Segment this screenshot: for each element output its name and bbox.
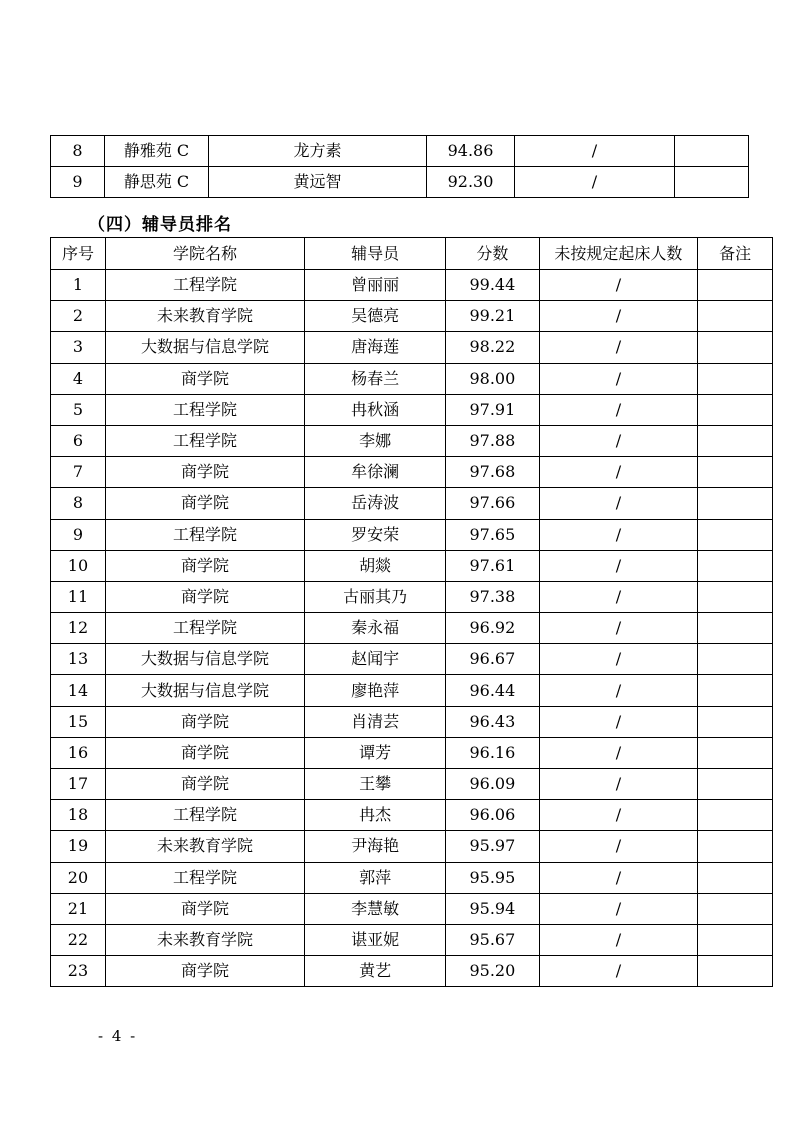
counselor-name: 李慧敏 xyxy=(305,893,446,924)
header-college: 学院名称 xyxy=(105,238,304,270)
score: 92.30 xyxy=(427,167,515,198)
table-row xyxy=(51,924,773,955)
counselor-ranking-table xyxy=(50,237,773,987)
college-name: 大数据与信息学院 xyxy=(105,332,304,363)
table-header-row xyxy=(51,238,773,270)
note xyxy=(698,706,773,737)
late-count: / xyxy=(539,550,698,581)
late-count: / xyxy=(539,831,698,862)
late-count: / xyxy=(539,394,698,425)
table-row xyxy=(51,956,773,987)
table-row xyxy=(51,425,773,456)
late-count: / xyxy=(539,270,698,301)
row-number: 6 xyxy=(51,425,106,456)
table-row xyxy=(51,270,773,301)
counselor-name: 秦永福 xyxy=(305,613,446,644)
late-count: / xyxy=(539,425,698,456)
college-name: 工程学院 xyxy=(105,270,304,301)
note xyxy=(698,425,773,456)
counselor-name: 王攀 xyxy=(305,769,446,800)
note xyxy=(698,363,773,394)
person-name: 龙方素 xyxy=(209,136,427,167)
table-row xyxy=(51,675,773,706)
college-name: 工程学院 xyxy=(105,613,304,644)
counselor-name: 岳涛波 xyxy=(305,488,446,519)
row-number: 8 xyxy=(51,136,105,167)
page-number: - 4 - xyxy=(98,1027,138,1045)
building-ranking-table-continued xyxy=(50,135,749,198)
note xyxy=(698,893,773,924)
score: 97.65 xyxy=(446,519,539,550)
counselor-name: 冉秋涵 xyxy=(305,394,446,425)
late-count: / xyxy=(539,613,698,644)
note xyxy=(698,457,773,488)
college-name: 商学院 xyxy=(105,956,304,987)
score: 96.16 xyxy=(446,737,539,768)
score: 97.68 xyxy=(446,457,539,488)
person-name: 黄远智 xyxy=(209,167,427,198)
row-number: 1 xyxy=(51,270,106,301)
college-name: 工程学院 xyxy=(105,425,304,456)
note xyxy=(698,488,773,519)
counselor-name: 古丽其乃 xyxy=(305,581,446,612)
score: 96.09 xyxy=(446,769,539,800)
note xyxy=(698,519,773,550)
ranking-table-body xyxy=(51,270,773,987)
row-number: 22 xyxy=(51,924,106,955)
score: 95.95 xyxy=(446,862,539,893)
score: 99.21 xyxy=(446,301,539,332)
row-number: 15 xyxy=(51,706,106,737)
row-number: 11 xyxy=(51,581,106,612)
late-count: / xyxy=(539,737,698,768)
counselor-name: 谭芳 xyxy=(305,737,446,768)
counselor-name: 牟徐澜 xyxy=(305,457,446,488)
row-number: 21 xyxy=(51,893,106,924)
late-count: / xyxy=(539,956,698,987)
college-name: 商学院 xyxy=(105,769,304,800)
table-row xyxy=(51,800,773,831)
score: 95.94 xyxy=(446,893,539,924)
note xyxy=(675,136,749,167)
score: 94.86 xyxy=(427,136,515,167)
header-counselor: 辅导员 xyxy=(305,238,446,270)
header-late-count: 未按规定起床人数 xyxy=(539,238,698,270)
late-count: / xyxy=(539,581,698,612)
row-number: 13 xyxy=(51,644,106,675)
college-name: 工程学院 xyxy=(105,519,304,550)
counselor-name: 赵闻宇 xyxy=(305,644,446,675)
row-number: 20 xyxy=(51,862,106,893)
late-count: / xyxy=(539,519,698,550)
header-note: 备注 xyxy=(698,238,773,270)
row-number: 9 xyxy=(51,519,106,550)
note xyxy=(698,769,773,800)
header-score: 分数 xyxy=(446,238,539,270)
note xyxy=(698,924,773,955)
section-heading: （四）辅导员排名 xyxy=(88,215,232,235)
score: 97.61 xyxy=(446,550,539,581)
table-row xyxy=(51,167,749,198)
counselor-name: 杨春兰 xyxy=(305,363,446,394)
late-count: / xyxy=(539,675,698,706)
college-name: 工程学院 xyxy=(105,394,304,425)
college-name: 商学院 xyxy=(105,363,304,394)
college-name: 商学院 xyxy=(105,581,304,612)
college-name: 工程学院 xyxy=(105,862,304,893)
note xyxy=(698,550,773,581)
note xyxy=(698,800,773,831)
row-number: 19 xyxy=(51,831,106,862)
table-row xyxy=(51,862,773,893)
building-name: 静雅苑 C xyxy=(105,136,209,167)
counselor-name: 尹海艳 xyxy=(305,831,446,862)
row-number: 2 xyxy=(51,301,106,332)
counselor-name: 李娜 xyxy=(305,425,446,456)
table-row xyxy=(51,644,773,675)
college-name: 商学院 xyxy=(105,893,304,924)
row-number: 7 xyxy=(51,457,106,488)
late-count: / xyxy=(515,167,675,198)
note xyxy=(698,862,773,893)
note xyxy=(698,332,773,363)
late-count: / xyxy=(539,706,698,737)
note xyxy=(698,394,773,425)
counselor-name: 曾丽丽 xyxy=(305,270,446,301)
note xyxy=(698,301,773,332)
counselor-name: 廖艳萍 xyxy=(305,675,446,706)
counselor-name: 郭萍 xyxy=(305,862,446,893)
row-number: 3 xyxy=(51,332,106,363)
row-number: 23 xyxy=(51,956,106,987)
late-count: / xyxy=(539,488,698,519)
score: 98.22 xyxy=(446,332,539,363)
late-count: / xyxy=(539,893,698,924)
note xyxy=(675,167,749,198)
college-name: 未来教育学院 xyxy=(105,924,304,955)
late-count: / xyxy=(539,301,698,332)
score: 97.88 xyxy=(446,425,539,456)
table-row xyxy=(51,737,773,768)
note xyxy=(698,737,773,768)
table-row xyxy=(51,457,773,488)
score: 96.92 xyxy=(446,613,539,644)
score: 96.06 xyxy=(446,800,539,831)
note xyxy=(698,831,773,862)
college-name: 商学院 xyxy=(105,706,304,737)
late-count: / xyxy=(515,136,675,167)
row-number: 10 xyxy=(51,550,106,581)
note xyxy=(698,644,773,675)
row-number: 4 xyxy=(51,363,106,394)
note xyxy=(698,613,773,644)
score: 96.67 xyxy=(446,644,539,675)
college-name: 大数据与信息学院 xyxy=(105,675,304,706)
row-number: 14 xyxy=(51,675,106,706)
table-row xyxy=(51,613,773,644)
note xyxy=(698,675,773,706)
note xyxy=(698,581,773,612)
late-count: / xyxy=(539,800,698,831)
late-count: / xyxy=(539,769,698,800)
table-row xyxy=(51,394,773,425)
counselor-name: 吴德亮 xyxy=(305,301,446,332)
table-row xyxy=(51,136,749,167)
counselor-name: 谌亚妮 xyxy=(305,924,446,955)
score: 97.91 xyxy=(446,394,539,425)
table-row xyxy=(51,332,773,363)
row-number: 17 xyxy=(51,769,106,800)
table-row xyxy=(51,519,773,550)
late-count: / xyxy=(539,363,698,394)
row-number: 18 xyxy=(51,800,106,831)
counselor-name: 黄艺 xyxy=(305,956,446,987)
header-no: 序号 xyxy=(51,238,106,270)
table-row xyxy=(51,831,773,862)
table-row xyxy=(51,550,773,581)
counselor-name: 唐海莲 xyxy=(305,332,446,363)
score: 96.44 xyxy=(446,675,539,706)
row-number: 5 xyxy=(51,394,106,425)
late-count: / xyxy=(539,457,698,488)
table-row xyxy=(51,363,773,394)
row-number: 9 xyxy=(51,167,105,198)
college-name: 商学院 xyxy=(105,737,304,768)
table-row xyxy=(51,893,773,924)
college-name: 未来教育学院 xyxy=(105,831,304,862)
table-row xyxy=(51,769,773,800)
late-count: / xyxy=(539,332,698,363)
table-row xyxy=(51,581,773,612)
late-count: / xyxy=(539,862,698,893)
score: 98.00 xyxy=(446,363,539,394)
row-number: 12 xyxy=(51,613,106,644)
table-row xyxy=(51,488,773,519)
table-row xyxy=(51,301,773,332)
college-name: 商学院 xyxy=(105,550,304,581)
building-name: 静思苑 C xyxy=(105,167,209,198)
score: 96.43 xyxy=(446,706,539,737)
late-count: / xyxy=(539,644,698,675)
college-name: 工程学院 xyxy=(105,800,304,831)
college-name: 未来教育学院 xyxy=(105,301,304,332)
college-name: 商学院 xyxy=(105,457,304,488)
note xyxy=(698,956,773,987)
late-count: / xyxy=(539,924,698,955)
row-number: 8 xyxy=(51,488,106,519)
note xyxy=(698,270,773,301)
counselor-name: 胡燚 xyxy=(305,550,446,581)
row-number: 16 xyxy=(51,737,106,768)
table-row xyxy=(51,706,773,737)
score: 97.66 xyxy=(446,488,539,519)
college-name: 大数据与信息学院 xyxy=(105,644,304,675)
score: 95.67 xyxy=(446,924,539,955)
score: 99.44 xyxy=(446,270,539,301)
score: 95.97 xyxy=(446,831,539,862)
counselor-name: 肖清芸 xyxy=(305,706,446,737)
score: 95.20 xyxy=(446,956,539,987)
counselor-name: 罗安荣 xyxy=(305,519,446,550)
counselor-name: 冉杰 xyxy=(305,800,446,831)
college-name: 商学院 xyxy=(105,488,304,519)
score: 97.38 xyxy=(446,581,539,612)
